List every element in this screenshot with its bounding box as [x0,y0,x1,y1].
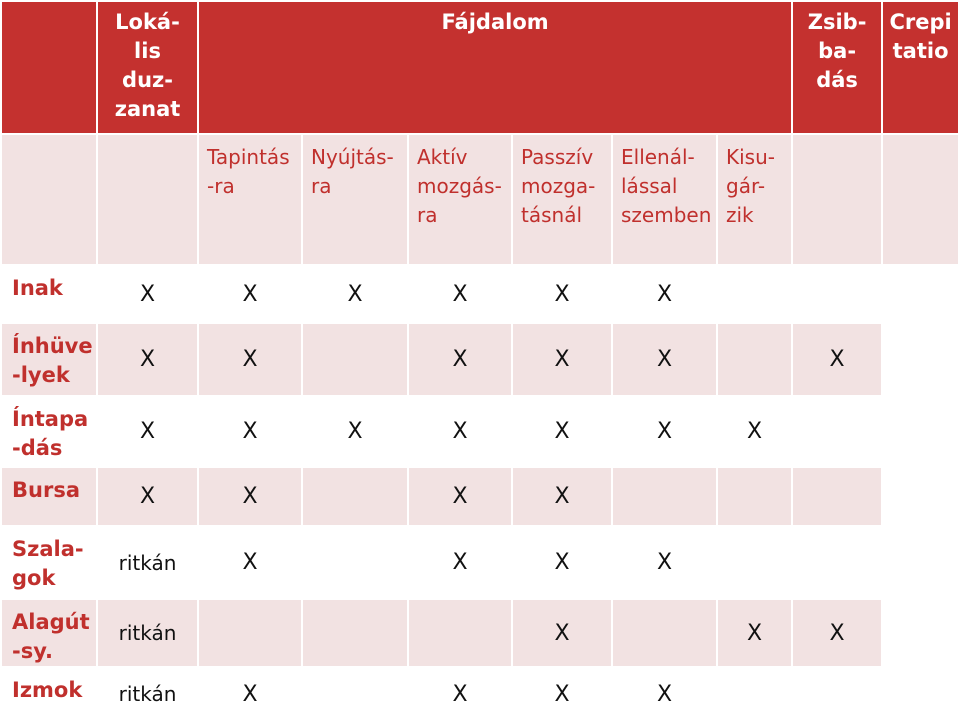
cell [717,526,792,599]
cell: X [512,467,612,526]
cell [612,599,717,667]
table-row [1,467,959,526]
cell: X [97,396,198,467]
subheader-passziv-mozgatasnal: Passzív mozga- tásnál [512,134,612,265]
cell: ritkán [97,667,198,721]
cell: X [198,323,302,396]
subheader-kisugarzik: Kisu- gár- zik [717,134,792,265]
cell [408,599,512,667]
cell: X [198,667,302,721]
cell: X [792,599,882,667]
cell [717,265,792,323]
cell: X [512,599,612,667]
header-fajdalom: Fájdalom [198,1,792,134]
cell: ritkán [97,526,198,599]
cell: X [97,467,198,526]
cell: X [198,467,302,526]
cell [198,599,302,667]
cell: X [97,265,198,323]
header-lokalis-duzzanat: Loká- lis duz- zanat [97,1,198,134]
cell [302,467,408,526]
cell: X [612,667,717,721]
row-label: Alagút -sy. [1,599,97,667]
cell [792,396,882,467]
cell [717,667,792,721]
cell: X [97,323,198,396]
cell [717,467,792,526]
row-label: Ínhüve -lyek [1,323,97,396]
cell: ritkán [97,599,198,667]
header-corner [1,1,97,134]
subheader-nyujtasra: Nyújtás- ra [302,134,408,265]
row-label: Izmok [1,667,97,721]
cell: X [612,396,717,467]
table-row [1,526,959,599]
cell: X [408,667,512,721]
cell: X [408,526,512,599]
subheader-empty [882,134,959,265]
cell [302,667,408,721]
cell [302,599,408,667]
row-label: Bursa [1,467,97,526]
row-label: Íntapa -dás [1,396,97,467]
cell: X [408,265,512,323]
row-label: Szala- gok [1,526,97,599]
cell: X [612,323,717,396]
row-label: Inak [1,265,97,323]
cell [792,265,882,323]
cell: X [512,323,612,396]
cell: X [198,265,302,323]
cell: X [512,265,612,323]
cell: X [198,526,302,599]
cell: X [408,323,512,396]
subheader-empty [1,134,97,265]
cell: X [408,467,512,526]
cell: X [792,323,882,396]
cell: X [512,526,612,599]
cell: X [198,396,302,467]
cell [792,526,882,599]
cell [302,526,408,599]
subheader-ellenallassal-szemben: Ellenál- lással szemben [612,134,717,265]
cell [612,467,717,526]
cell [792,467,882,526]
subheader-empty [792,134,882,265]
table-row [1,323,959,396]
cell: X [612,526,717,599]
subheader-aktiv-mozgasra: Aktív mozgás- ra [408,134,512,265]
table-row [1,396,959,467]
cell: X [302,265,408,323]
cell: X [408,396,512,467]
table-row [1,667,959,721]
cell: X [612,265,717,323]
cell: X [512,396,612,467]
cell: X [302,396,408,467]
table-row [1,599,959,667]
header-zsibbadas: Zsib- ba- dás [792,1,882,134]
header-crepitatio: Crepi tatio [882,1,959,134]
subheader-empty [97,134,198,265]
cell [792,667,882,721]
cell: X [512,667,612,721]
subheader-tapintasra: Tapintás -ra [198,134,302,265]
cell [302,323,408,396]
cell: X [717,396,792,467]
cell [717,323,792,396]
cell: X [717,599,792,667]
table-row [1,265,959,323]
